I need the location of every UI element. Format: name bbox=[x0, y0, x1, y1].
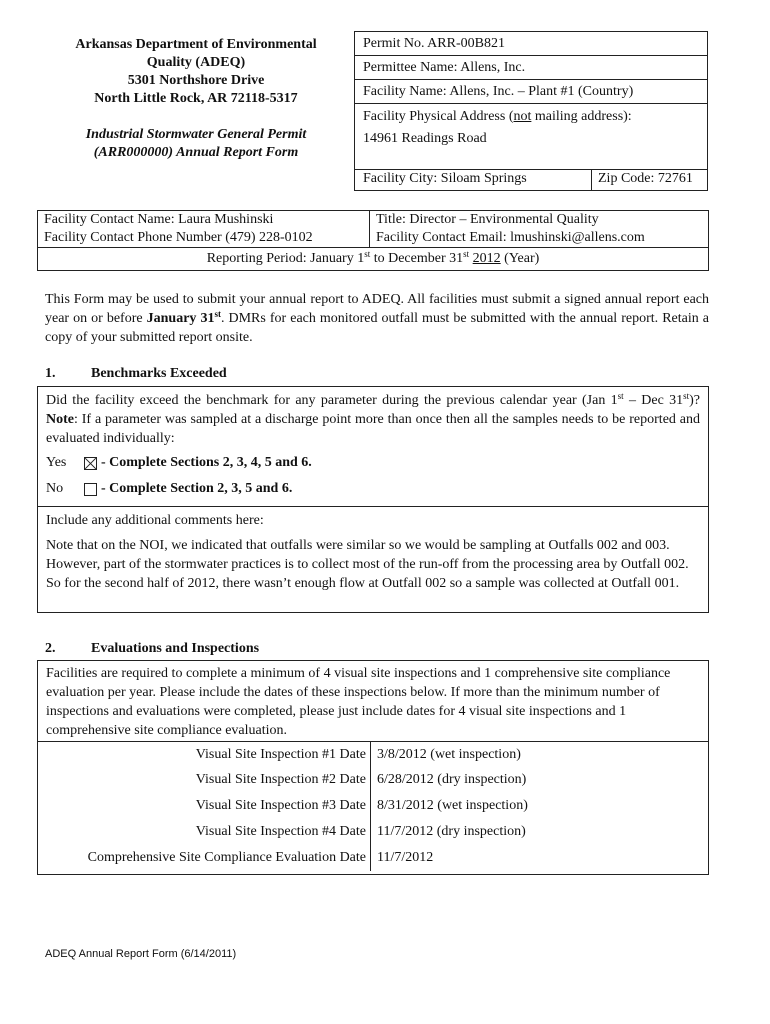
question-note: : If a parameter was sampled at a discharge point more than once then all the samples needs to be reported and evaluated individually: bbox=[46, 412, 700, 446]
yes-instruction: - Complete Sections 2, 3, 4, 5 and 6. bbox=[101, 455, 312, 470]
page-footer: ADEQ Annual Report Form (6/14/2011) bbox=[45, 948, 237, 960]
permit-info-box bbox=[354, 31, 708, 191]
contact-title-field[interactable]: Title: Director – Environmental Quality bbox=[376, 212, 599, 227]
intro-deadline-sup: st bbox=[214, 309, 221, 319]
intro-deadline: January 31 bbox=[146, 311, 215, 326]
no-checkbox[interactable] bbox=[84, 483, 97, 496]
inspection-3-label: Visual Site Inspection #3 Date bbox=[38, 793, 371, 819]
permit-number-field[interactable]: Permit No. ARR-00B821 bbox=[355, 32, 707, 56]
yes-option bbox=[38, 452, 708, 474]
period-sup-1: st bbox=[364, 249, 371, 259]
agency-name-line2: Quality (ADEQ) bbox=[146, 55, 246, 70]
inspection-4-date[interactable]: 11/7/2012 (dry inspection) bbox=[377, 824, 526, 839]
address-label-suffix: mailing address): bbox=[531, 109, 632, 124]
period-year[interactable]: 2012 bbox=[472, 251, 501, 266]
table-row bbox=[38, 819, 708, 845]
section2-title: Evaluations and Inspections bbox=[91, 641, 260, 656]
contact-name-field[interactable]: Facility Contact Name: Laura Mushinski bbox=[38, 211, 370, 229]
permittee-name-field[interactable]: Permittee Name: Allens, Inc. bbox=[355, 56, 707, 80]
no-instruction: - Complete Section 2, 3, 5 and 6. bbox=[101, 481, 293, 496]
facility-address-field[interactable] bbox=[355, 104, 707, 167]
contact-table bbox=[37, 210, 709, 271]
facility-name-field[interactable]: Facility Name: Allens, Inc. – Plant #1 (Country) bbox=[355, 80, 707, 104]
inspection-2-label: Visual Site Inspection #2 Date bbox=[38, 767, 371, 793]
contact-row-2 bbox=[38, 229, 708, 247]
facility-city-field[interactable]: Facility City: Siloam Springs bbox=[355, 170, 592, 190]
yes-label: Yes bbox=[46, 455, 67, 470]
form-title bbox=[40, 126, 352, 162]
agency-address-line1: 5301 Northshore Drive bbox=[127, 73, 265, 88]
form-title-line1: Industrial Stormwater General Permit bbox=[85, 127, 307, 142]
table-row bbox=[38, 793, 708, 819]
address-value: 14961 Readings Road bbox=[363, 131, 487, 146]
inspection-dates-table bbox=[38, 741, 708, 871]
question-part2: – Dec 31 bbox=[623, 393, 684, 408]
question-part1: Did the facility exceed the benchmark for any parameter during the previous calendar year (Jan 1 bbox=[46, 393, 618, 408]
address-label-prefix: Facility Physical Address ( bbox=[363, 109, 514, 124]
contact-phone-field[interactable]: Facility Contact Phone Number (479) 228-0102 bbox=[38, 229, 370, 247]
inspections-box bbox=[37, 660, 709, 875]
contact-row-1 bbox=[38, 211, 708, 229]
compliance-evaluation-label: Comprehensive Site Compliance Evaluation Date bbox=[38, 845, 371, 871]
period-text-b: to December 31 bbox=[370, 251, 464, 266]
contact-email-field[interactable]: Facility Contact Email: lmushinski@allens.com bbox=[376, 230, 645, 245]
inspections-description: Facilities are required to complete a minimum of 4 visual site inspections and 1 comprehensive site compliance evaluation per year. Please include the dates of these inspections below. If more than the minimum number of inspections and evaluations were completed, please just include dates for 4 visual site inspections and 1 comprehensive site compliance evaluation. bbox=[46, 666, 671, 738]
benchmarks-box bbox=[37, 386, 709, 613]
period-sup-2: st bbox=[463, 249, 470, 259]
benchmark-question bbox=[38, 387, 708, 448]
zip-code-field[interactable]: Zip Code: 72761 bbox=[598, 171, 693, 186]
comments-area[interactable] bbox=[38, 506, 708, 597]
compliance-evaluation-date[interactable]: 11/7/2012 bbox=[377, 850, 434, 865]
section2-heading bbox=[45, 641, 259, 657]
comments-text: Note that on the NOI, we indicated that outfalls were similar so we would be sampling at Outfalls 002 and 003. However, part of the stormwater practices is to collect most of the run-off from the processing area by Outfall 002. So for the second half of 2012, there wasn’t enough flow at Outfall 002 so a sample was collected at Outfall 001. bbox=[46, 538, 689, 591]
agency-header bbox=[40, 36, 352, 162]
agency-address-line2: North Little Rock, AR 72118-5317 bbox=[94, 91, 298, 106]
intro-paragraph bbox=[45, 290, 709, 347]
intro-part3: . Retain a copy of your submitted report onsite. bbox=[45, 311, 709, 345]
no-option bbox=[38, 478, 708, 500]
question-sup1: st bbox=[617, 391, 624, 401]
period-text-c: (Year) bbox=[500, 251, 540, 266]
note-label: Note bbox=[46, 412, 74, 427]
section2-number: 2. bbox=[45, 641, 56, 656]
intro-part1: This Form may be used to submit your annual report to ADEQ. All facilities must submit a signed annual report each year on or before bbox=[45, 292, 709, 326]
form-title-line2: (ARR000000) Annual Report Form bbox=[93, 145, 299, 160]
table-row bbox=[38, 741, 708, 767]
inspection-1-label: Visual Site Inspection #1 Date bbox=[38, 741, 371, 767]
table-row bbox=[38, 767, 708, 793]
agency-name-line1: Arkansas Department of Environmental bbox=[75, 37, 317, 52]
table-row bbox=[38, 845, 708, 871]
address-label-not: not bbox=[513, 109, 532, 124]
city-zip-row bbox=[355, 169, 707, 190]
period-text-a: Reporting Period: January 1 bbox=[206, 251, 365, 266]
comments-label: Include any additional comments here: bbox=[46, 513, 264, 528]
question-sup2: st bbox=[683, 391, 690, 401]
intro-part2: . DMRs for each monitored outfall must be submitted with the annual report bbox=[220, 311, 655, 326]
section1-heading bbox=[45, 366, 227, 382]
question-part3: )? bbox=[689, 393, 700, 408]
no-label: No bbox=[46, 481, 64, 496]
reporting-period bbox=[38, 247, 708, 270]
inspection-2-date[interactable]: 6/28/2012 (dry inspection) bbox=[377, 772, 527, 787]
inspection-3-date[interactable]: 8/31/2012 (wet inspection) bbox=[377, 798, 528, 813]
inspection-1-date[interactable]: 3/8/2012 (wet inspection) bbox=[371, 741, 708, 767]
inspection-4-label: Visual Site Inspection #4 Date bbox=[38, 819, 371, 845]
section1-title: Benchmarks Exceeded bbox=[91, 366, 227, 381]
yes-checkbox[interactable] bbox=[84, 457, 97, 470]
section1-number: 1. bbox=[45, 366, 56, 381]
